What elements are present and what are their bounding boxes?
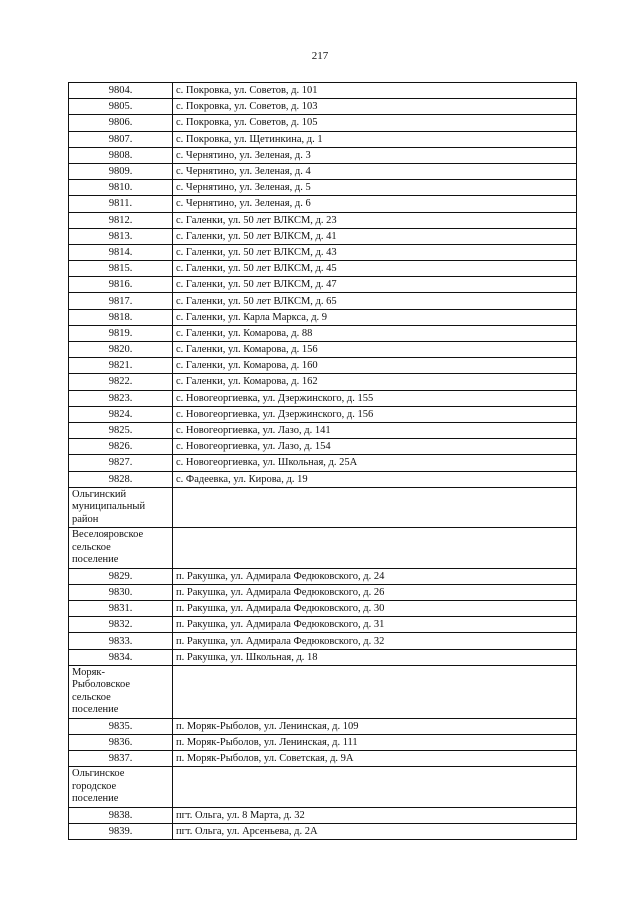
group-name bbox=[69, 487, 173, 528]
table-row bbox=[69, 244, 577, 260]
address-table bbox=[68, 82, 577, 840]
row-number: 9829. bbox=[69, 568, 173, 584]
group-header-row bbox=[69, 665, 577, 718]
row-address: с. Новогеоргиевка, ул. Дзержинского, д. 156 bbox=[173, 406, 577, 422]
table-row bbox=[69, 649, 577, 665]
row-address: с. Новогеоргиевка, ул. Школьная, д. 25А bbox=[173, 455, 577, 471]
row-number: 9826. bbox=[69, 439, 173, 455]
row-number: 9825. bbox=[69, 422, 173, 438]
table-row bbox=[69, 261, 577, 277]
row-address: с. Новогеоргиевка, ул. Лазо, д. 141 bbox=[173, 422, 577, 438]
row-address: с. Галенки, ул. Комарова, д. 160 bbox=[173, 358, 577, 374]
table-row bbox=[69, 584, 577, 600]
table-row bbox=[69, 735, 577, 751]
group-name-line: муниципальный bbox=[72, 501, 146, 513]
row-number: 9831. bbox=[69, 601, 173, 617]
row-address: п. Ракушка, ул. Адмирала Федюковского, д. 24 bbox=[173, 568, 577, 584]
row-address: п. Ракушка, ул. Адмирала Федюковского, д. 31 bbox=[173, 617, 577, 633]
table-row bbox=[69, 390, 577, 406]
group-name-line: городское bbox=[72, 780, 117, 792]
table-row bbox=[69, 163, 577, 179]
row-number: 9824. bbox=[69, 406, 173, 422]
group-name-line: поселение bbox=[72, 704, 119, 716]
row-address: с. Новогеоргиевка, ул. Лазо, д. 154 bbox=[173, 439, 577, 455]
group-name-line: сельское bbox=[72, 691, 111, 703]
table-row bbox=[69, 568, 577, 584]
group-header-row bbox=[69, 528, 577, 569]
row-address: п. Ракушка, ул. Адмирала Федюковского, д. 32 bbox=[173, 633, 577, 649]
row-number: 9838. bbox=[69, 807, 173, 823]
row-address: пгт. Ольга, ул. 8 Марта, д. 32 bbox=[173, 807, 577, 823]
row-address: с. Покровка, ул. Советов, д. 105 bbox=[173, 115, 577, 131]
table-row bbox=[69, 83, 577, 99]
row-address: п. Моряк-Рыболов, ул. Ленинская, д. 111 bbox=[173, 735, 577, 751]
row-number: 9813. bbox=[69, 228, 173, 244]
row-address: с. Галенки, ул. Комарова, д. 162 bbox=[173, 374, 577, 390]
row-address: с. Чернятино, ул. Зеленая, д. 3 bbox=[173, 147, 577, 163]
row-number: 9820. bbox=[69, 342, 173, 358]
row-number: 9830. bbox=[69, 584, 173, 600]
row-address: с. Галенки, ул. 50 лет ВЛКСМ, д. 65 bbox=[173, 293, 577, 309]
table-row bbox=[69, 277, 577, 293]
row-number: 9835. bbox=[69, 718, 173, 734]
row-number: 9832. bbox=[69, 617, 173, 633]
group-name bbox=[69, 767, 173, 808]
row-address: с. Галенки, ул. 50 лет ВЛКСМ, д. 23 bbox=[173, 212, 577, 228]
row-address: с. Фадеевка, ул. Кирова, д. 19 bbox=[173, 471, 577, 487]
row-number: 9806. bbox=[69, 115, 173, 131]
group-name-line: Ольгинский bbox=[72, 488, 127, 500]
table-row bbox=[69, 374, 577, 390]
row-number: 9805. bbox=[69, 99, 173, 115]
row-address: с. Галенки, ул. Карла Маркса, д. 9 bbox=[173, 309, 577, 325]
row-number: 9814. bbox=[69, 244, 173, 260]
group-empty-cell bbox=[173, 665, 577, 718]
row-address: с. Галенки, ул. 50 лет ВЛКСМ, д. 47 bbox=[173, 277, 577, 293]
table-row bbox=[69, 180, 577, 196]
row-address: п. Моряк-Рыболов, ул. Советская, д. 9А bbox=[173, 751, 577, 767]
group-name bbox=[69, 528, 173, 569]
row-number: 9836. bbox=[69, 735, 173, 751]
table-row bbox=[69, 455, 577, 471]
table-row bbox=[69, 325, 577, 341]
table-row bbox=[69, 439, 577, 455]
group-name-line: поселение bbox=[72, 793, 119, 805]
row-number: 9807. bbox=[69, 131, 173, 147]
group-name-line: Ольгинское bbox=[72, 768, 125, 780]
table-row bbox=[69, 309, 577, 325]
row-number: 9808. bbox=[69, 147, 173, 163]
row-number: 9810. bbox=[69, 180, 173, 196]
table-row bbox=[69, 115, 577, 131]
row-address: с. Новогеоргиевка, ул. Дзержинского, д. 155 bbox=[173, 390, 577, 406]
row-address: п. Моряк-Рыболов, ул. Ленинская, д. 109 bbox=[173, 718, 577, 734]
row-address: п. Ракушка, ул. Школьная, д. 18 bbox=[173, 649, 577, 665]
group-name-line: Рыболовское bbox=[72, 679, 131, 691]
row-number: 9828. bbox=[69, 471, 173, 487]
row-address: с. Чернятино, ул. Зеленая, д. 4 bbox=[173, 163, 577, 179]
row-number: 9817. bbox=[69, 293, 173, 309]
table-row bbox=[69, 718, 577, 734]
row-number: 9812. bbox=[69, 212, 173, 228]
group-name-line: район bbox=[72, 513, 99, 525]
table-row bbox=[69, 807, 577, 823]
table-row bbox=[69, 633, 577, 649]
row-address: с. Галенки, ул. 50 лет ВЛКСМ, д. 45 bbox=[173, 261, 577, 277]
row-address: с. Чернятино, ул. Зеленая, д. 5 bbox=[173, 180, 577, 196]
group-name-line: поселение bbox=[72, 554, 119, 566]
table-row bbox=[69, 131, 577, 147]
row-address: с. Покровка, ул. Щетинкина, д. 1 bbox=[173, 131, 577, 147]
table-row bbox=[69, 196, 577, 212]
group-empty-cell bbox=[173, 487, 577, 528]
table-row bbox=[69, 601, 577, 617]
row-number: 9839. bbox=[69, 824, 173, 840]
table-row bbox=[69, 228, 577, 244]
group-empty-cell bbox=[173, 767, 577, 808]
row-number: 9809. bbox=[69, 163, 173, 179]
row-address: п. Ракушка, ул. Адмирала Федюковского, д. 30 bbox=[173, 601, 577, 617]
table-row bbox=[69, 147, 577, 163]
group-empty-cell bbox=[173, 528, 577, 569]
group-name-line: Моряк- bbox=[72, 666, 106, 678]
row-number: 9815. bbox=[69, 261, 173, 277]
row-address: с. Покровка, ул. Советов, д. 103 bbox=[173, 99, 577, 115]
group-name-line: Веселояровское bbox=[72, 529, 144, 541]
row-number: 9821. bbox=[69, 358, 173, 374]
row-address: с. Галенки, ул. Комарова, д. 88 bbox=[173, 325, 577, 341]
table-row bbox=[69, 342, 577, 358]
row-number: 9804. bbox=[69, 83, 173, 99]
row-number: 9822. bbox=[69, 374, 173, 390]
group-name-line: сельское bbox=[72, 541, 111, 553]
table-row bbox=[69, 293, 577, 309]
table-row bbox=[69, 617, 577, 633]
row-address: с. Галенки, ул. Комарова, д. 156 bbox=[173, 342, 577, 358]
page-number: 217 bbox=[311, 50, 329, 62]
row-number: 9818. bbox=[69, 309, 173, 325]
table-row bbox=[69, 406, 577, 422]
table-row bbox=[69, 99, 577, 115]
table-row bbox=[69, 212, 577, 228]
row-address: с. Покровка, ул. Советов, д. 101 bbox=[173, 83, 577, 99]
group-header-row bbox=[69, 767, 577, 808]
table-row bbox=[69, 358, 577, 374]
row-address: с. Галенки, ул. 50 лет ВЛКСМ, д. 41 bbox=[173, 228, 577, 244]
row-number: 9833. bbox=[69, 633, 173, 649]
row-address: пгт. Ольга, ул. Арсеньева, д. 2А bbox=[173, 824, 577, 840]
row-number: 9823. bbox=[69, 390, 173, 406]
row-address: с. Чернятино, ул. Зеленая, д. 6 bbox=[173, 196, 577, 212]
group-header-row bbox=[69, 487, 577, 528]
row-number: 9834. bbox=[69, 649, 173, 665]
table-row bbox=[69, 751, 577, 767]
row-number: 9811. bbox=[69, 196, 173, 212]
row-number: 9816. bbox=[69, 277, 173, 293]
table-row bbox=[69, 422, 577, 438]
row-number: 9827. bbox=[69, 455, 173, 471]
address-table-body bbox=[69, 83, 577, 840]
table-row bbox=[69, 471, 577, 487]
row-number: 9837. bbox=[69, 751, 173, 767]
row-number: 9819. bbox=[69, 325, 173, 341]
table-row bbox=[69, 824, 577, 840]
group-name bbox=[69, 665, 173, 718]
row-address: п. Ракушка, ул. Адмирала Федюковского, д. 26 bbox=[173, 584, 577, 600]
row-address: с. Галенки, ул. 50 лет ВЛКСМ, д. 43 bbox=[173, 244, 577, 260]
